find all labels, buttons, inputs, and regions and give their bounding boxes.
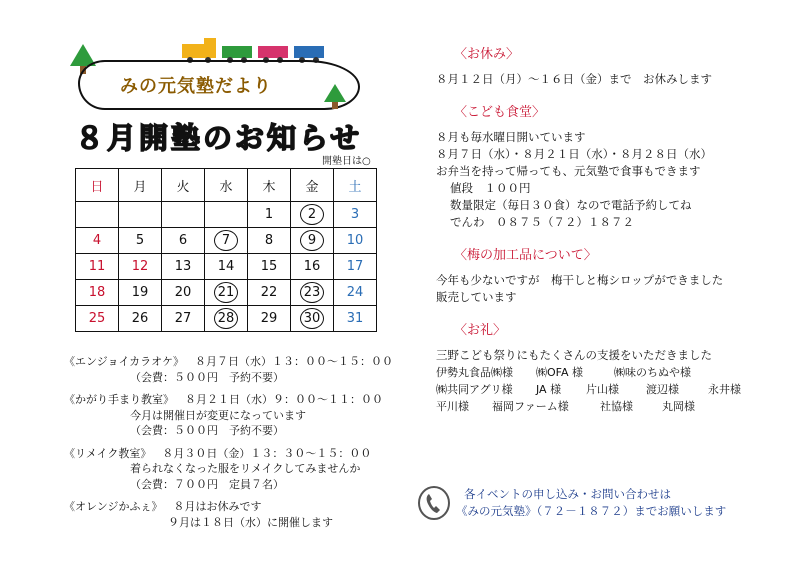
calendar-day: 1 — [264, 206, 274, 222]
contact-text — [456, 486, 726, 520]
event-detail: ９月は１８日（水）に開催します — [168, 515, 333, 529]
calendar-day-cell — [76, 254, 119, 280]
event-name: 《エンジョイカラオケ》 — [64, 355, 184, 368]
weekday-sat: 土 — [334, 169, 377, 202]
section-text: 今年も少ないですが 梅干しと梅シロップができました — [436, 273, 724, 287]
calendar-day-cell — [334, 228, 377, 254]
weekday-mon: 月 — [119, 169, 162, 202]
calendar-day: 17 — [346, 258, 364, 274]
calendar-day: 30 — [300, 308, 324, 329]
calendar-day-cell — [334, 306, 377, 332]
calendar-day: 9 — [300, 230, 324, 251]
sponsor-name: 社協様 — [600, 400, 633, 413]
weekday-tue: 火 — [162, 169, 205, 202]
calendar-day-cell — [162, 254, 205, 280]
section-kids-cafeteria — [428, 104, 768, 231]
calendar-day: 16 — [303, 258, 321, 274]
calendar-day-cell — [162, 280, 205, 306]
section-thanks — [428, 322, 768, 415]
calendar-day-cell — [205, 202, 248, 228]
contact-line: 《みの元気塾》（７２－１８７２）までお願いします — [456, 504, 727, 518]
calendar-day: 24 — [346, 284, 364, 300]
calendar-day-cell — [76, 306, 119, 332]
calendar-day: 8 — [264, 232, 274, 248]
calendar-day-cell — [248, 306, 291, 332]
calendar-day-cell — [205, 254, 248, 280]
section-plum — [428, 247, 768, 306]
event-detail: （会費：５００円 予約不要） — [130, 424, 284, 437]
event-detail: 今月は開催日が変更になっています — [130, 408, 306, 422]
calendar-weekday-row — [76, 169, 377, 202]
calendar-day: 18 — [88, 284, 106, 300]
calendar-day-cell — [76, 228, 119, 254]
calendar-day: 6 — [178, 232, 188, 248]
calendar-day: 22 — [260, 284, 278, 300]
thanks-row — [436, 398, 768, 415]
calendar-week-row — [76, 254, 377, 280]
section-text: ８月も毎水曜日開いています — [436, 130, 586, 144]
event-date: ８月３０日（金）１３：３０～１５：００ — [162, 446, 372, 460]
calendar-day: 12 — [131, 258, 149, 274]
calendar-day-cell — [162, 306, 205, 332]
calendar-day: 23 — [300, 282, 324, 303]
calendar-day-cell — [205, 280, 248, 306]
calendar-day: 27 — [174, 310, 192, 326]
calendar-day-cell — [248, 202, 291, 228]
event-list — [64, 354, 393, 537]
calendar-day: 31 — [346, 310, 364, 326]
calendar-day-cell — [119, 306, 162, 332]
calendar-day: 29 — [260, 310, 278, 326]
price-text: 値段 １００円 — [450, 181, 531, 195]
contact-line: 各イベントの申し込み・お問い合わせは — [464, 487, 671, 501]
calendar-day-cell — [162, 202, 205, 228]
event-detail: （会費：７００円 定員７名） — [130, 477, 284, 491]
calendar-week-row — [76, 280, 377, 306]
limit-text: 数量限定（毎日３０食）なので電話予約してね — [450, 198, 692, 212]
event-name: 《リメイク教室》 — [64, 446, 152, 460]
open-day-note: 開塾日は○ — [322, 156, 371, 167]
sponsor-name: ㈱共同アグリ様 — [436, 383, 513, 396]
sponsor-name: 平川様 — [436, 400, 469, 413]
sponsor-name: ㈱味のちぬや様 — [614, 366, 691, 379]
phone-icon — [418, 486, 450, 520]
section-heading: 〈梅の加工品について〉 — [454, 248, 597, 263]
calendar-day-cell — [119, 202, 162, 228]
calendar-day-cell — [291, 254, 334, 280]
sponsor-name: 渡辺様 — [646, 383, 679, 396]
section-holiday — [428, 46, 768, 88]
calendar-day-cell — [334, 254, 377, 280]
calendar-week-row — [76, 228, 377, 254]
calendar-day-cell — [119, 254, 162, 280]
section-text: お弁当を持って帰っても、元気塾で食事もできます — [436, 164, 701, 178]
calendar-day-cell — [205, 228, 248, 254]
sponsor-name: 福岡ファーム様 — [492, 400, 569, 413]
sponsor-name: ㈱OFA 様 — [536, 366, 583, 379]
event-karaoke — [64, 354, 393, 385]
calendar-day-cell — [291, 228, 334, 254]
header-banner — [70, 38, 370, 118]
weekday-sun: 日 — [76, 169, 119, 202]
calendar-day: 4 — [92, 232, 102, 248]
calendar-day-cell — [76, 202, 119, 228]
calendar-day: 19 — [131, 284, 149, 300]
calendar-day: 25 — [88, 310, 106, 326]
event-name: 《かがり手まり教室》 — [64, 393, 174, 406]
event-detail: （会費：５００円 予約不要） — [130, 370, 284, 384]
right-column — [428, 46, 768, 431]
sponsor-name: 丸岡様 — [662, 400, 695, 413]
thanks-row — [436, 381, 768, 398]
august-calendar — [75, 168, 377, 332]
calendar-day-cell — [248, 280, 291, 306]
calendar-day: 7 — [214, 230, 238, 251]
event-remake — [64, 446, 384, 493]
calendar-day: 3 — [350, 206, 360, 222]
event-date: ８月はお休みです — [173, 500, 262, 513]
calendar-day: 2 — [300, 204, 324, 225]
calendar-day: 5 — [135, 232, 145, 248]
event-detail: 着られなくなった服をリメイクしてみませんか — [130, 462, 361, 475]
event-name: 《オレンジかふぇ》 — [64, 500, 163, 513]
calendar-day-cell — [334, 280, 377, 306]
calendar-day: 21 — [214, 282, 238, 303]
tree-icon — [324, 84, 346, 110]
calendar-week-row — [76, 306, 377, 332]
section-text: ８月１２日（月）～１６日（金）まで お休みします — [436, 72, 712, 86]
thanks-intro: 三野こども祭りにもたくさんの支援をいただきました — [436, 348, 712, 362]
calendar-day-cell — [291, 280, 334, 306]
calendar-day-cell — [205, 306, 248, 332]
event-temari — [64, 392, 384, 439]
banner-title: みの元気塾だより — [120, 76, 272, 97]
calendar-day: 13 — [174, 258, 192, 274]
calendar-day-cell — [334, 202, 377, 228]
thanks-row — [436, 364, 768, 381]
calendar-day: 11 — [88, 258, 106, 274]
calendar-day-cell — [291, 306, 334, 332]
calendar-week-row — [76, 202, 377, 228]
sponsor-name: JA 様 — [536, 383, 562, 396]
section-text: ８月７日（水）・８月２１日（水）・８月２８日（水） — [436, 147, 712, 161]
section-heading: 〈お礼〉 — [454, 323, 507, 338]
event-date: ８月２１日（水）９：００～１１：００ — [185, 393, 383, 406]
sponsor-name: 伊勢丸食品㈱様 — [436, 366, 513, 379]
calendar-day-cell — [119, 228, 162, 254]
section-heading: 〈こども食堂〉 — [454, 105, 546, 120]
weekday-fri: 金 — [291, 169, 334, 202]
page-title: ８月開塾のお知らせ — [75, 121, 363, 155]
calendar-day: 26 — [131, 310, 149, 326]
event-date: ８月７日（水）１３：００～１５：００ — [194, 355, 393, 368]
calendar-day: 15 — [260, 258, 278, 274]
sponsor-name: 永井様 — [708, 383, 741, 396]
calendar-day-cell — [119, 280, 162, 306]
calendar-day-cell — [248, 228, 291, 254]
calendar-day-cell — [162, 228, 205, 254]
event-orange-cafe — [64, 499, 384, 530]
weekday-wed: 水 — [205, 169, 248, 202]
weekday-thu: 木 — [248, 169, 291, 202]
calendar-day-cell — [248, 254, 291, 280]
phone-text: でんわ ０８７５（７２）１８７２ — [450, 215, 634, 229]
section-text: 販売しています — [436, 290, 517, 304]
calendar-day: 10 — [346, 232, 364, 248]
calendar-day: 28 — [214, 308, 238, 329]
calendar-day: 20 — [174, 284, 192, 300]
section-heading: 〈お休み〉 — [454, 47, 520, 62]
calendar-day-cell — [76, 280, 119, 306]
calendar-day: 14 — [217, 258, 235, 274]
sponsor-name: 片山様 — [586, 383, 619, 396]
contact-info — [418, 486, 758, 522]
calendar-day-cell — [291, 202, 334, 228]
